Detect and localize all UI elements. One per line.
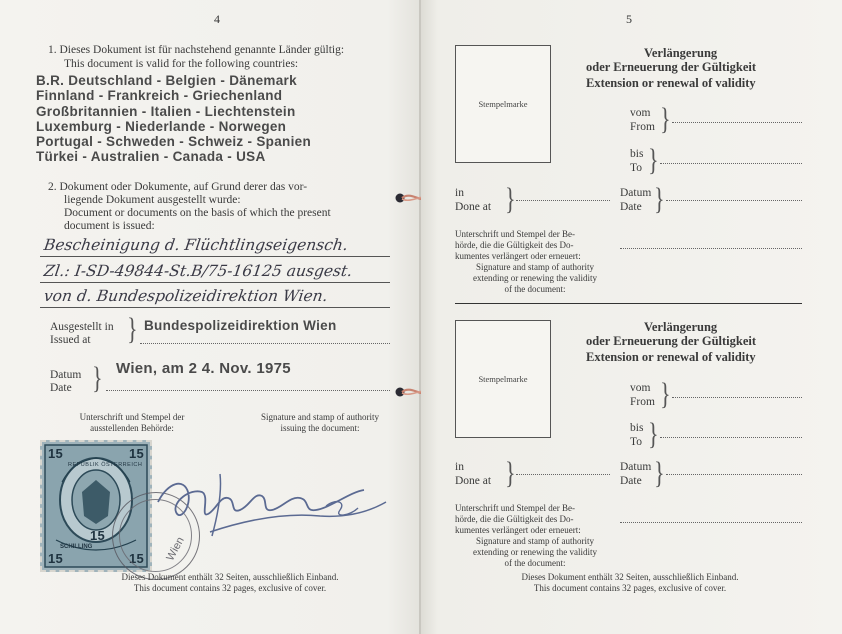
signature-field [620, 522, 802, 523]
vom-label: vom [630, 382, 651, 394]
stamp-value-center: 15 [90, 528, 106, 543]
stamp-value-top-right: 15 [128, 446, 144, 461]
stempelmarke-box-2 [455, 320, 551, 438]
handwritten-line-1: Bescheinigung d. Flüchtlingseigensch. [42, 236, 350, 254]
item2-de1: 2. Dokument oder Dokumente, auf Grund derer das vor- [48, 181, 308, 193]
date-label: Date [620, 475, 642, 487]
in-label: in [455, 187, 464, 199]
done-at-field [516, 200, 610, 201]
stempelmarke-box-1 [455, 45, 551, 163]
footer-en: This document contains 32 pages, exclusive of cover. [533, 583, 727, 593]
done-at-field [516, 474, 610, 475]
to-label: To [630, 162, 642, 174]
issued-at-label-en: Issued at [50, 334, 91, 346]
to-field [660, 163, 802, 164]
date-field [666, 200, 802, 201]
item1-en: This document is valid for the following countries: [64, 58, 299, 70]
datum-label: Datum [620, 187, 652, 199]
item1-de: 1. Dieses Dokument ist für nachstehend genannte Länder gültig: [48, 44, 345, 56]
stempelmarke-label: Stempelmarke [478, 374, 528, 384]
datum-label: Datum [620, 461, 652, 473]
footer-de: Dieses Dokument enthält 32 Seiten, ausschließlich Einband. [521, 572, 739, 582]
date-label-en: Date [50, 382, 72, 394]
handwritten-line-2: Zl.: I-SD-49844-St.B/75-16125 ausgest. [42, 262, 354, 280]
item2-en1: Document or documents on the basis of which the present [64, 207, 331, 219]
handwritten-line-3: von d. Bundespolizeidirektion Wien. [42, 287, 329, 305]
bis-label: bis [630, 422, 644, 434]
brace: } [92, 359, 103, 395]
done-at-label: Done at [455, 201, 492, 213]
stamp-country: REPUBLIK ÖSTERREICH [68, 462, 143, 468]
bis-label: bis [630, 148, 644, 160]
stamp-value-bottom-right: 15 [128, 551, 144, 566]
section-divider [455, 303, 802, 304]
footer-right [460, 572, 800, 594]
date-value: Wien, am 2 4. Nov. 1975 [116, 360, 291, 377]
country-line: Türkei - Australien - Canada - USA [36, 149, 266, 165]
date-field [666, 474, 802, 475]
page-number-4: 4 [214, 12, 220, 26]
underline [40, 256, 390, 257]
stamp-value-bottom-left: 15 [48, 551, 64, 566]
footer-left [60, 572, 400, 594]
footer-en: This document contains 32 pages, exclusive of cover. [133, 583, 327, 593]
item2-de2: liegende Dokument ausgestellt wurde: [64, 194, 241, 206]
issued-at-label-de: Ausgestellt in [50, 321, 114, 333]
from-label: From [630, 396, 655, 408]
renewal-title-1: Verlängerung [644, 320, 718, 334]
underline [40, 307, 390, 308]
brace: } [127, 310, 138, 346]
country-line: Portugal - Schweden - Schweiz - Spanien [36, 134, 311, 150]
renewal-sig-en: Signature and stamp of authority extending or renewing the validity of the document: [473, 536, 597, 568]
in-label: in [455, 461, 464, 473]
from-label: From [630, 121, 655, 133]
renewal-title-1: Verlängerung [644, 46, 718, 60]
round-stamp-text: Wien [164, 535, 187, 563]
page-number-5: 5 [626, 12, 632, 26]
from-field [672, 397, 802, 398]
renewal-sig-en: Signature and stamp of authority extending or renewing the validity of the document: [473, 262, 597, 294]
sig-issuing-de: Unterschrift und Stempel der ausstellenden Behörde: [79, 412, 185, 433]
from-field [672, 122, 802, 123]
issued-at-value: Bundespolizeidirektion Wien [144, 318, 337, 333]
country-list [36, 73, 311, 165]
renewal-title-2: oder Erneuerung der Gültigkeit [586, 60, 757, 74]
stamp-value-top-left: 15 [48, 446, 64, 461]
renewal-title-3: Extension or renewal of validity [586, 76, 756, 90]
vom-label: vom [630, 107, 651, 119]
to-field [660, 437, 802, 438]
date-label: Date [620, 201, 642, 213]
dotted-line [106, 390, 390, 391]
renewal-title-2: oder Erneuerung der Gültigkeit [586, 334, 757, 348]
country-line: Finnland - Frankreich - Griechenland [36, 88, 283, 104]
done-at-label: Done at [455, 475, 492, 487]
footer-de: Dieses Dokument enthält 32 Seiten, ausschließlich Einband. [121, 572, 339, 582]
country-line: Luxemburg - Niederlande - Norwegen [36, 118, 287, 134]
dotted-line [140, 343, 390, 344]
signature [150, 462, 400, 546]
stempelmarke-label: Stempelmarke [478, 99, 528, 109]
renewal-sig-de: Unterschrift und Stempel der Be- hörde, die die Gültigkeit des Do- kumentes verlängert oder erneuert: [455, 503, 581, 535]
country-line: B.R. Deutschland - Belgien - Dänemark [36, 73, 297, 88]
stamp-denomination: SCHILLING [60, 544, 93, 550]
renewal-sig-de: Unterschrift und Stempel der Be- hörde, die die Gültigkeit des Do- kumentes verlängert oder erneuert: [455, 229, 581, 261]
sig-issuing-en: Signature and stamp of authority issuing the document: [261, 412, 379, 433]
date-label-de: Datum [50, 369, 82, 381]
renewal-title-3: Extension or renewal of validity [586, 350, 756, 364]
signature-field [620, 248, 802, 249]
item2-en2: document is issued: [64, 220, 155, 232]
to-label: To [630, 436, 642, 448]
country-line: Großbritannien - Italien - Liechtenstein [36, 103, 296, 119]
